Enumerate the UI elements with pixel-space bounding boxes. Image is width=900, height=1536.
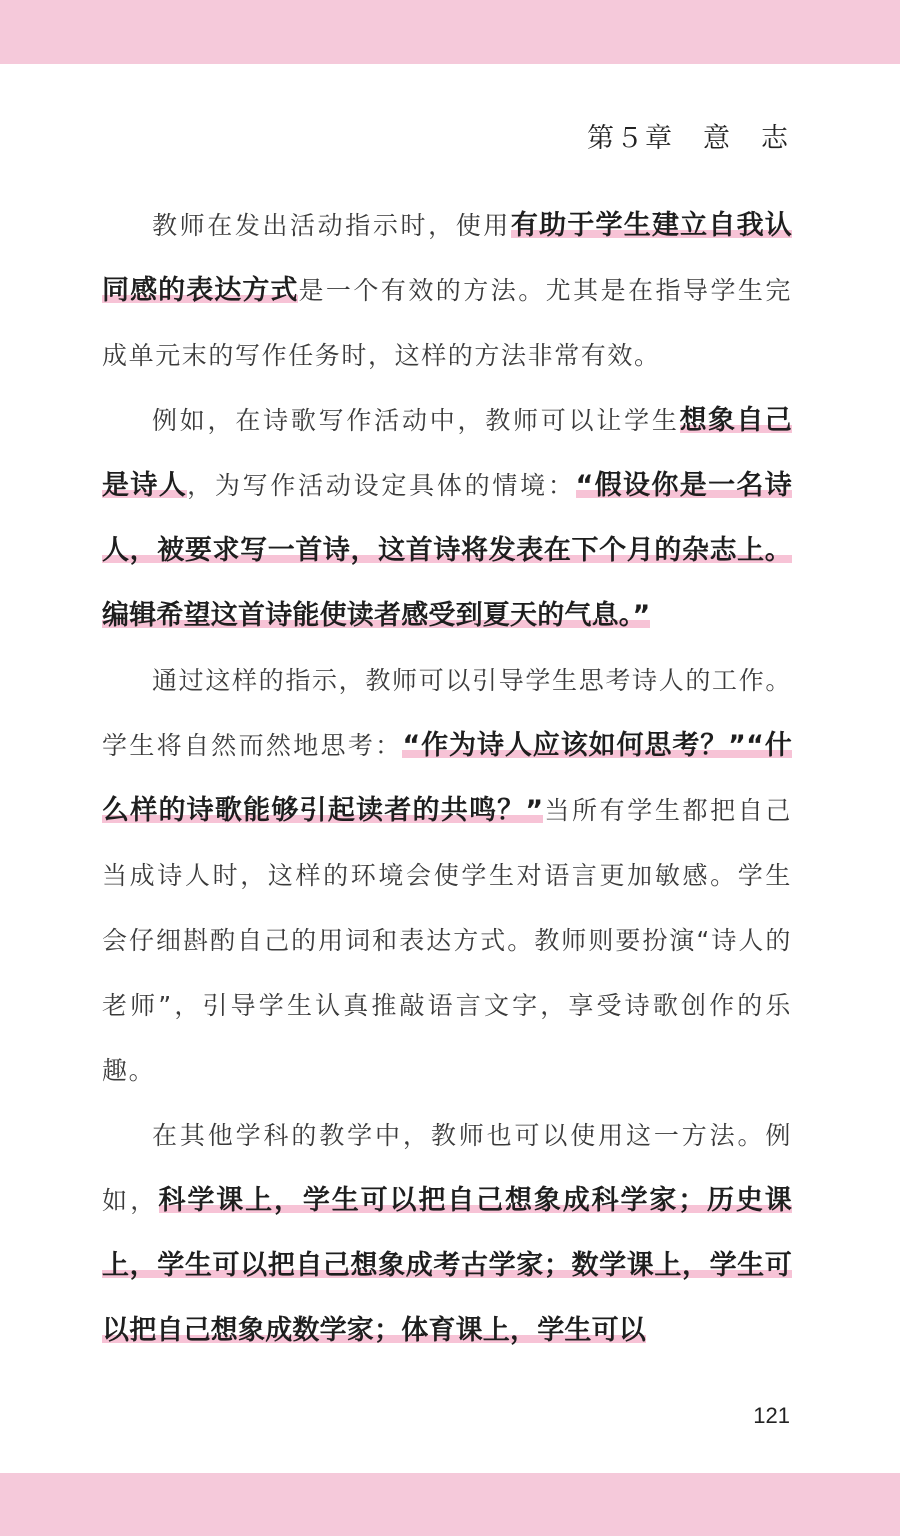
paragraph bbox=[102, 648, 792, 1103]
highlighted-text: 科学课上，学生可以把自己想象成科学家；历史课上，学生可以把自己想象成考古学家；数学课上，学生可以把自己想象成数学家；体育课上，学生可以 bbox=[102, 1185, 792, 1346]
top-color-band bbox=[0, 0, 900, 64]
highlighted-text: “假设你是一名诗人，被要求写一首诗，这首诗将发表在下个月的杂志上。编辑希望这首诗能使读者感受到夏天的气息。” bbox=[102, 470, 792, 631]
paragraph bbox=[102, 1103, 792, 1363]
highlighted-text: 有助于学生建立自我认同感的表达方式 bbox=[102, 210, 792, 306]
highlighted-text: 想象自己是诗人 bbox=[102, 405, 792, 501]
chapter-header: 第５章 意 志 bbox=[587, 123, 790, 154]
page-number: 121 bbox=[753, 1403, 790, 1428]
text-run: 是一个有效的方法。尤其是在指导学生完成单元末的写作任务时，这样的方法非常有效。 bbox=[102, 276, 792, 370]
paragraph bbox=[102, 388, 792, 648]
paragraph bbox=[102, 193, 792, 388]
bottom-color-band bbox=[0, 1473, 900, 1536]
text-run: 在其他学科的教学中，教师也可以使用这一方法。例如， bbox=[102, 1121, 792, 1215]
text-run: ，为写作活动设定具体的情境： bbox=[187, 471, 576, 500]
text-run: 通过这样的指示，教师可以引导学生思考诗人的工作。学生将自然而然地思考： bbox=[102, 666, 792, 760]
text-run: 例如，在诗歌写作活动中，教师可以让学生 bbox=[152, 406, 680, 435]
body-text bbox=[102, 193, 792, 1363]
highlighted-text: “作为诗人应该如何思考？”“什么样的诗歌能够引起读者的共鸣？” bbox=[102, 730, 792, 826]
text-run: 教师在发出活动指示时，使用 bbox=[152, 211, 511, 240]
text-run: 当所有学生都把自己当成诗人时，这样的环境会使学生对语言更加敏感。学生会仔细斟酌自己的用词和表达方式。教师则要扮演“诗人的老师”，引导学生认真推敲语言文字，享受诗歌创作的乐趣。 bbox=[102, 796, 793, 1085]
